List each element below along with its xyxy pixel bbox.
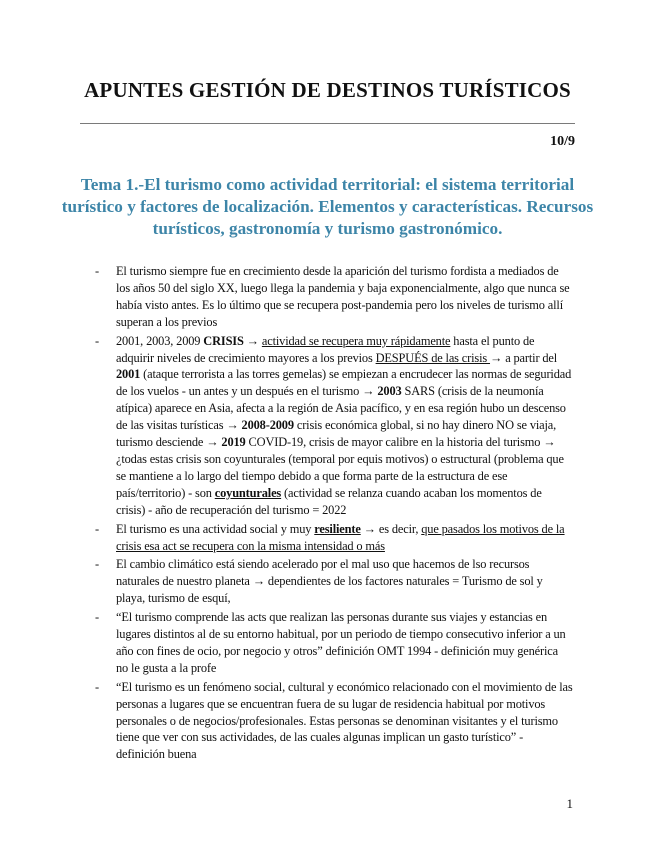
bold-text: 2003	[377, 384, 402, 399]
bold-text: 2008-2009	[241, 418, 294, 433]
list-item	[0, 556, 655, 607]
topic-heading: Tema 1.-El turismo como actividad territorial: el sistema territorial turístico y factores de localización. Elementos y características. Recursos turísticos, gastronomía y turismo gastronómico.	[61, 175, 594, 238]
note-date: 10/9	[550, 134, 575, 149]
bullet-dash: -	[95, 264, 99, 278]
bold-text: 2019	[221, 435, 246, 450]
text-run: → es decir,	[360, 521, 422, 536]
list-item	[0, 679, 655, 764]
text-run: SARS (crisis de la neumonía atípica) aparece en Asia, afecta a la región de Asia pacífico, y en esa región hubo un descenso de las visitas turísticas →	[116, 384, 566, 433]
list-item	[0, 521, 655, 555]
underlined-text: que pasados los motivos de la crisis esa act se recupera con la misma intensidad o más	[116, 521, 565, 553]
bold-underlined-text: coyunturales	[214, 485, 282, 500]
text-run: (actividad se relanza cuando acaban los momentos de crisis) - año de recuperación del turismo = 2022	[116, 485, 542, 517]
bold-underlined-text: resiliente	[314, 521, 361, 536]
bullet-dash: -	[95, 557, 99, 572]
bullet-text: El turismo siempre fue en crecimiento desde la aparición del turismo fordista a mediados de los años 50 del siglo XX, luego llega la pandemia y baja exponencialmente, algo que nunca se había visto antes. Es lo último que se recupera post-pandemia pero los niveles de turismo allí superan a los previos	[116, 264, 570, 329]
bold-text: 2001	[116, 367, 141, 382]
document-title: APUNTES GESTIÓN DE DESTINOS TURÍSTICOS	[84, 78, 571, 102]
text-run: El turismo es una actividad social y muy	[116, 521, 315, 536]
text-run: hasta el punto de adquirir niveles de crecimiento mayores a los previos	[116, 333, 535, 365]
bold-text: CRISIS	[203, 333, 244, 348]
bullet-dash: -	[95, 521, 99, 536]
title-divider	[80, 123, 575, 124]
list-item	[0, 609, 655, 677]
text-run: crisis económica global, si no hay dinero NO se viaja, turismo desciende →	[116, 418, 557, 450]
text-run: →	[243, 333, 262, 348]
page-number: 1	[566, 796, 573, 811]
bullet-text: El cambio climático está siendo acelerado por el mal uso que hacemos de lso recursos naturales de nuestro planeta → dependientes de los factores naturales = Turismo de sol y playa, turismo de esquí,	[116, 557, 543, 606]
bullet-dash: -	[95, 679, 99, 694]
text-run: COVID-19, crisis de mayor calibre en la historia del turismo → ¿todas estas crisis son coyunturales (temporal por equis motivos) o estructural (problema que se mantiene a lo largo del tiempo debido a que forma parte de la estructura de ese país/territorio) - son	[116, 435, 564, 500]
text-run: (ataque terrorista a las torres gemelas) se empiezan a encrudecer las normas de seguridad de los vuelos - un antes y un después en el turismo →	[116, 367, 572, 399]
underlined-text: actividad se recupera muy rápidamente	[261, 333, 451, 348]
bullet-dash: -	[95, 333, 99, 348]
list-item	[0, 263, 655, 331]
text-run: 2001, 2003, 2009	[116, 333, 204, 348]
bullet-text: “El turismo comprende las acts que realizan las personas durante sus viajes y estancias en lugares distintos al de su entorno habitual, por un periodo de tiempo consecutivo inferior a un año con fines de ocio, por negocio y otros” definición OMT 1994 - definición muy genérica no le gusta a la profe	[116, 610, 566, 675]
bullet-dash: -	[95, 610, 99, 625]
bullet-text: “El turismo es un fenómeno social, cultural y económico relacionado con el movimiento de las personas a lugares que se encuentran fuera de su lugar de residencia habitual por motivos personales o de negocios/profesionales. Estas personas se denominan visitantes y el turismo tiene que ver con sus actividades, de las cuales algunas implican un gasto turístico” - definición buena	[116, 679, 573, 762]
list-item	[0, 333, 655, 519]
bullet-list	[0, 263, 655, 765]
text-run: → a partir del	[490, 350, 558, 365]
underlined-text: DESPUÉS de las crisis	[375, 350, 491, 365]
